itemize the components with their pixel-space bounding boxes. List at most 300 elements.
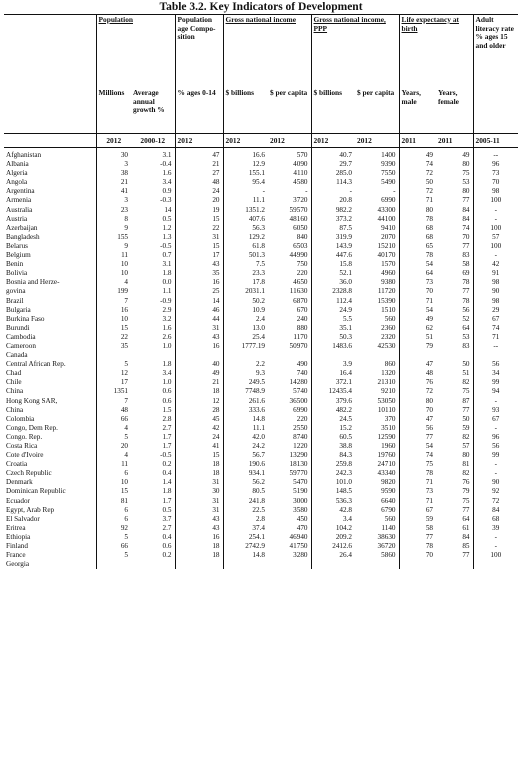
- table-row: [4, 415, 518, 424]
- value-cell: 19: [175, 206, 223, 215]
- value-cell: 42.0: [252, 432, 265, 441]
- value-cell: 18: [175, 469, 223, 478]
- value-cell: 24: [175, 433, 223, 442]
- value-cell: 41: [175, 442, 223, 451]
- value-cell: 18: [175, 542, 223, 551]
- table-row: [4, 451, 518, 460]
- value-cell: 18130: [268, 460, 311, 469]
- value-cell: 70: [425, 405, 434, 414]
- header-ppp-per-capita: $ per capita: [355, 88, 399, 134]
- value-cell: [473, 560, 518, 569]
- value-cell: 6990: [355, 196, 399, 205]
- value-cell: 75: [436, 387, 473, 396]
- value-cell: 23: [120, 205, 128, 214]
- year-label: 2012: [106, 136, 122, 145]
- value-cell: 4090: [268, 160, 311, 169]
- value-cell: [473, 351, 518, 360]
- value-cell: 42530: [355, 342, 399, 351]
- value-cell: 49: [436, 148, 473, 161]
- value-cell: 370: [355, 415, 399, 424]
- value-cell: 92: [492, 487, 500, 496]
- value-cell: 15210: [355, 242, 399, 251]
- value-cell: 20: [120, 442, 128, 450]
- value-cell: 0.9: [131, 187, 175, 196]
- value-cell: 85: [436, 542, 473, 551]
- value-cell: 82: [436, 378, 473, 387]
- value-cell: 0.2: [131, 460, 175, 469]
- value-cell: 15: [120, 323, 128, 332]
- table-row: [4, 433, 518, 442]
- value-cell: 83: [436, 342, 473, 351]
- table-row: [4, 351, 518, 360]
- value-cell: 372.1: [335, 378, 352, 387]
- value-cell: 75: [436, 497, 473, 506]
- table-row: [4, 397, 518, 406]
- value-cell: 35: [175, 269, 223, 278]
- value-cell: 5: [124, 551, 128, 560]
- value-cell: 447.6: [335, 251, 352, 260]
- country-cell: Congo. Rep.: [4, 433, 96, 442]
- value-cell: 24.9: [339, 305, 352, 314]
- country-cell: Bolivia: [4, 269, 96, 278]
- value-cell: -: [355, 187, 399, 196]
- value-cell: 64: [436, 515, 473, 524]
- country-cell: Brazil: [4, 297, 96, 306]
- value-cell: 38.8: [339, 442, 352, 450]
- country-cell: Dominican Republic: [4, 487, 96, 496]
- value-cell: 482.2: [335, 405, 352, 414]
- value-cell: 501.3: [248, 251, 265, 260]
- value-cell: 16.6: [252, 151, 265, 159]
- value-cell: 3: [124, 196, 128, 205]
- value-cell: 41750: [268, 542, 311, 551]
- country-cell: Denmark: [4, 478, 96, 487]
- value-cell: 25.4: [252, 332, 265, 341]
- value-cell: 13290: [268, 451, 311, 460]
- value-cell: 4650: [268, 278, 311, 287]
- value-cell: 4960: [355, 269, 399, 278]
- value-cell: -: [494, 396, 497, 405]
- value-cell: 71: [425, 196, 434, 205]
- value-cell: 148.5: [335, 487, 352, 496]
- value-cell: 5: [124, 360, 128, 369]
- value-cell: 77: [436, 506, 473, 515]
- table-row: [4, 515, 518, 524]
- value-cell: 71: [425, 296, 434, 305]
- value-cell: 98: [492, 278, 500, 287]
- value-cell: 75: [436, 169, 473, 178]
- value-cell: 29.7: [339, 160, 352, 169]
- value-cell: 6870: [268, 297, 311, 306]
- header-row-units: [4, 88, 518, 134]
- value-cell: -: [494, 542, 497, 551]
- value-cell: 114.3: [336, 178, 352, 187]
- value-cell: 17: [175, 251, 223, 260]
- table-row: [4, 487, 518, 496]
- table-row: [4, 278, 518, 287]
- table-row: [4, 269, 518, 278]
- value-cell: 18: [175, 387, 223, 396]
- value-cell: 4: [124, 278, 128, 287]
- value-cell: [311, 560, 355, 569]
- value-cell: 39: [492, 523, 500, 532]
- value-cell: 45: [175, 415, 223, 424]
- value-cell: 14: [131, 206, 175, 215]
- value-cell: [399, 351, 436, 360]
- value-cell: 9590: [355, 487, 399, 496]
- value-cell: 14.8: [252, 551, 265, 560]
- header-millions: Millions: [98, 88, 125, 97]
- value-cell: -: [262, 187, 265, 196]
- value-cell: 7: [124, 296, 128, 305]
- value-cell: 42: [175, 424, 223, 433]
- value-cell: 40170: [355, 251, 399, 260]
- value-cell: 47: [175, 148, 223, 161]
- value-cell: 53: [436, 178, 473, 187]
- value-cell: 41: [120, 187, 128, 196]
- value-cell: 51: [436, 369, 473, 378]
- value-cell: 1.6: [131, 324, 175, 333]
- value-cell: 56: [436, 306, 473, 315]
- value-cell: -: [349, 187, 352, 196]
- value-cell: 71: [425, 478, 434, 487]
- value-cell: -: [494, 214, 497, 223]
- value-cell: 1.7: [131, 497, 175, 506]
- value-cell: 43: [175, 515, 223, 524]
- value-cell: 57: [492, 232, 500, 241]
- value-cell: 100: [490, 551, 502, 560]
- country-cell: China: [4, 406, 96, 415]
- value-cell: 220: [268, 269, 311, 278]
- value-cell: 48: [425, 369, 434, 378]
- table-row: [4, 148, 518, 161]
- value-cell: 48160: [268, 215, 311, 224]
- country-cell: Belgium: [4, 251, 96, 260]
- country-cell: Eritrea: [4, 524, 96, 533]
- value-cell: 15: [175, 242, 223, 251]
- country-cell: Ethiopia: [4, 533, 96, 542]
- value-cell: -: [494, 205, 497, 214]
- value-cell: 15390: [355, 297, 399, 306]
- value-cell: 13.0: [252, 323, 265, 332]
- value-cell: 560: [355, 315, 399, 324]
- value-cell: 59: [425, 514, 434, 523]
- header-ages-0-14: % ages 0-14: [175, 88, 223, 134]
- value-cell: 4110: [268, 169, 311, 178]
- value-cell: 6: [124, 514, 128, 523]
- value-cell: 81: [436, 460, 473, 469]
- value-cell: 80: [436, 451, 473, 460]
- value-cell: 77: [436, 406, 473, 415]
- value-cell: 570: [268, 148, 311, 161]
- value-cell: 57: [436, 442, 473, 451]
- country-cell: Belarus: [4, 242, 96, 251]
- country-cell: Colombia: [4, 415, 96, 424]
- value-cell: 34: [492, 369, 500, 378]
- value-cell: 3.7: [131, 515, 175, 524]
- value-cell: 155.1: [248, 169, 265, 178]
- value-cell: 373.2: [335, 214, 352, 223]
- value-cell: 0.6: [131, 542, 175, 551]
- value-cell: 9390: [355, 160, 399, 169]
- table-row: [4, 242, 518, 251]
- value-cell: 77: [425, 532, 434, 541]
- country-cell: Albania: [4, 160, 96, 169]
- value-cell: 50.3: [339, 332, 352, 341]
- value-cell: 44100: [355, 215, 399, 224]
- value-cell: 43: [175, 524, 223, 533]
- value-cell: 65: [425, 241, 434, 250]
- value-cell: 21: [175, 378, 223, 387]
- value-cell: 61.8: [252, 241, 265, 250]
- country-cell: China: [4, 387, 96, 396]
- value-cell: 1351.2: [245, 205, 265, 214]
- table-row: [4, 306, 518, 315]
- value-cell: 90: [492, 287, 500, 296]
- value-cell: 11630: [268, 287, 311, 296]
- value-cell: 54: [425, 305, 434, 314]
- value-cell: 31: [175, 497, 223, 506]
- year-label: 2000-12: [131, 134, 175, 148]
- header-life-expectancy: Life expectancy at birth: [401, 15, 459, 33]
- value-cell: -: [494, 532, 497, 541]
- value-cell: 259.8: [335, 460, 352, 469]
- value-cell: 84: [436, 215, 473, 224]
- country-cell: Croatia: [4, 460, 96, 469]
- value-cell: 220: [268, 415, 311, 424]
- value-cell: 84: [436, 206, 473, 215]
- value-cell: [96, 351, 131, 360]
- value-cell: 71: [425, 496, 434, 505]
- value-cell: 1140: [355, 524, 399, 533]
- value-cell: 76: [436, 478, 473, 487]
- country-cell: Cambodia: [4, 333, 96, 342]
- value-cell: 15.8: [339, 260, 352, 269]
- value-cell: -0.4: [131, 160, 175, 169]
- value-cell: 11.1: [252, 196, 265, 205]
- value-cell: 14: [175, 297, 223, 306]
- value-cell: 72: [425, 187, 434, 196]
- value-cell: 43: [175, 333, 223, 342]
- header-population: Population: [98, 15, 133, 24]
- value-cell: 9820: [355, 478, 399, 487]
- table-row: [4, 424, 518, 433]
- value-cell: 28: [175, 406, 223, 415]
- value-cell: 2070: [355, 233, 399, 242]
- value-cell: 74: [425, 160, 434, 169]
- value-cell: 2.9: [131, 306, 175, 315]
- value-cell: 241.8: [248, 496, 265, 505]
- header-gni-ppp: Gross national income, PPP: [313, 15, 386, 33]
- value-cell: 11720: [355, 287, 399, 296]
- value-cell: 2742.9: [245, 542, 265, 551]
- value-cell: 104.2: [335, 523, 352, 532]
- value-cell: 9: [124, 223, 128, 232]
- value-cell: 2.4: [256, 314, 265, 323]
- value-cell: 50: [436, 415, 473, 424]
- value-cell: 26.4: [339, 551, 352, 560]
- value-cell: 100: [490, 241, 502, 250]
- table-row: [4, 524, 518, 533]
- value-cell: 52: [436, 315, 473, 324]
- value-cell: 3.1: [131, 260, 175, 269]
- header-adult-literacy: Adult literacy rate % ages 15 and older: [475, 15, 514, 50]
- value-cell: 11: [121, 251, 128, 260]
- value-cell: 60.5: [339, 432, 352, 441]
- value-cell: 3580: [268, 506, 311, 515]
- value-cell: 9.3: [256, 369, 265, 378]
- value-cell: 8: [124, 214, 128, 223]
- value-cell: 71: [492, 332, 500, 341]
- value-cell: 76: [425, 378, 434, 387]
- value-cell: 155: [117, 232, 128, 241]
- value-cell: 319.9: [335, 232, 352, 241]
- value-cell: 69: [436, 269, 473, 278]
- value-cell: 249.5: [248, 378, 265, 387]
- value-cell: 9410: [355, 224, 399, 233]
- value-cell: [436, 560, 473, 569]
- value-cell: 2550: [268, 424, 311, 433]
- value-cell: 66: [120, 542, 128, 551]
- country-cell: Cameroon: [4, 342, 96, 351]
- value-cell: 83: [436, 251, 473, 260]
- value-cell: 56: [492, 442, 500, 450]
- header-gni: Gross national income: [225, 15, 296, 24]
- value-cell: 91: [492, 269, 500, 278]
- value-cell: 68: [425, 232, 434, 241]
- value-cell: 58: [436, 260, 473, 269]
- value-cell: 1.7: [131, 433, 175, 442]
- value-cell: 1.8: [131, 360, 175, 369]
- value-cell: 9210: [355, 387, 399, 396]
- table-row: [4, 169, 518, 178]
- value-cell: 934.1: [248, 469, 265, 478]
- value-cell: 12: [175, 397, 223, 406]
- value-cell: 56.7: [252, 451, 265, 460]
- value-cell: 64: [436, 324, 473, 333]
- value-cell: 73: [425, 487, 434, 496]
- value-cell: -: [494, 251, 497, 260]
- table-row: [4, 506, 518, 515]
- header-gni-per-capita: $ per capita: [268, 88, 311, 134]
- value-cell: 261.6: [248, 396, 265, 405]
- table-row: [4, 560, 518, 569]
- value-cell: 50970: [268, 342, 311, 351]
- value-cell: 0.4: [131, 533, 175, 542]
- table-row: [4, 387, 518, 396]
- value-cell: 36720: [355, 542, 399, 551]
- value-cell: 40.7: [339, 151, 352, 159]
- value-cell: 1570: [355, 260, 399, 269]
- value-cell: 285.0: [335, 169, 352, 178]
- value-cell: [436, 351, 473, 360]
- value-cell: 7.5: [256, 260, 265, 269]
- value-cell: 80: [436, 187, 473, 196]
- value-cell: 46940: [268, 533, 311, 542]
- value-cell: 19760: [355, 451, 399, 460]
- value-cell: 49: [175, 369, 223, 378]
- value-cell: 3.2: [131, 315, 175, 324]
- value-cell: 50: [436, 360, 473, 369]
- value-cell: 24.5: [339, 414, 352, 423]
- value-cell: 470: [268, 524, 311, 533]
- country-cell: Georgia: [4, 560, 96, 569]
- year-label: 2011: [401, 136, 416, 145]
- value-cell: 87: [436, 397, 473, 406]
- header-ppp-billions: $ billions: [313, 88, 343, 97]
- value-cell: 84.3: [339, 451, 352, 460]
- value-cell: 333.6: [248, 405, 265, 414]
- value-cell: 58: [425, 523, 434, 532]
- value-cell: 2.7: [131, 524, 175, 533]
- value-cell: 75: [425, 460, 434, 469]
- year-label: 2012: [175, 134, 223, 148]
- value-cell: 101.0: [335, 478, 352, 487]
- value-cell: 25: [175, 287, 223, 296]
- value-cell: 2.8: [256, 514, 265, 523]
- value-cell: 73: [492, 169, 500, 178]
- value-cell: 30: [175, 487, 223, 496]
- year-label: 2012: [355, 134, 399, 148]
- value-cell: 44: [175, 315, 223, 324]
- country-cell: France: [4, 551, 96, 560]
- country-cell: Canada: [4, 351, 96, 360]
- value-cell: [131, 560, 175, 569]
- value-cell: 61: [436, 524, 473, 533]
- value-cell: 1351: [113, 387, 128, 396]
- year-label: 2012: [268, 134, 311, 148]
- value-cell: 68: [425, 223, 434, 232]
- value-cell: 560: [355, 515, 399, 524]
- value-cell: 2.2: [256, 360, 265, 369]
- country-cell: Finland: [4, 542, 96, 551]
- value-cell: 209.2: [335, 532, 352, 541]
- table-row: [4, 187, 518, 196]
- value-cell: 50.2: [252, 296, 265, 305]
- value-cell: 1483.6: [332, 341, 352, 350]
- table-title: Table 3.2. Key Indicators of Development: [159, 1, 363, 13]
- value-cell: 7748.9: [245, 387, 265, 396]
- value-cell: 12: [120, 369, 128, 378]
- country-cell: Austria: [4, 215, 96, 224]
- value-cell: 53: [436, 333, 473, 342]
- value-cell: [399, 560, 436, 569]
- value-cell: 2.8: [131, 415, 175, 424]
- value-cell: 70: [425, 551, 434, 560]
- header-literacy-unit: [473, 88, 518, 134]
- country-cell: Burundi: [4, 324, 96, 333]
- value-cell: 23.3: [252, 269, 265, 278]
- value-cell: 74: [425, 451, 434, 460]
- value-cell: 1.0: [131, 378, 175, 387]
- value-cell: 8740: [268, 433, 311, 442]
- table-row: [4, 178, 518, 187]
- value-cell: 12435.4: [328, 387, 352, 396]
- value-cell: 20: [175, 196, 223, 205]
- country-cell: Egypt, Arab Rep: [4, 506, 96, 515]
- value-cell: 80: [425, 396, 434, 405]
- country-cell: Chad: [4, 369, 96, 378]
- value-cell: 10110: [355, 406, 399, 415]
- value-cell: 3.4: [131, 178, 175, 187]
- year-label: 2011: [436, 134, 473, 148]
- value-cell: 12590: [355, 433, 399, 442]
- value-cell: 379.6: [335, 396, 352, 405]
- value-cell: 46: [175, 306, 223, 315]
- value-cell: 42: [492, 260, 500, 269]
- table-row: [4, 497, 518, 506]
- value-cell: 68: [492, 514, 500, 523]
